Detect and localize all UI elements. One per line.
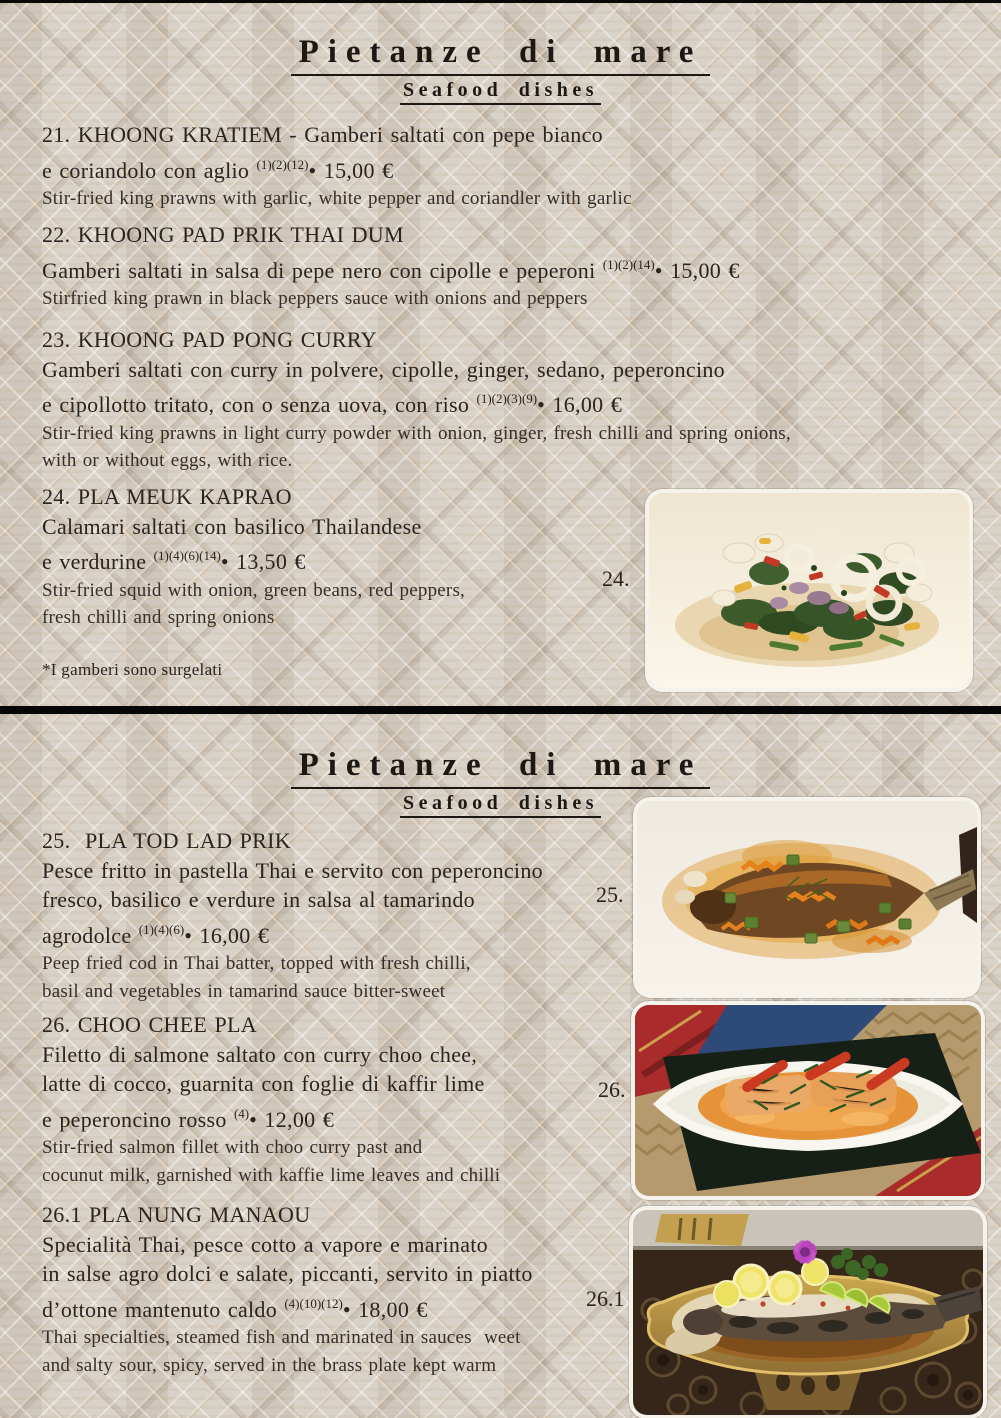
item-23-allergen-codes: (1)(2)(3)(9) xyxy=(476,391,538,406)
page-2-title: Pietanze di mare xyxy=(291,747,711,789)
item-25-description-line-1: Pesce fritto in pastella Thai e servito con peperoncino xyxy=(42,857,543,883)
item-25-price: • 16,00 € xyxy=(184,922,270,948)
dish-photo-26-1-steamed-fish-brass-plate xyxy=(629,1206,987,1418)
item-24-price: • 13,50 € xyxy=(220,549,306,574)
item-22-description: Gamberi saltati in salsa di pepe nero con cipolle e peperoni xyxy=(42,257,603,283)
photo-ref-26-1: 26.1 xyxy=(586,1286,625,1311)
item-25-english-line-1: Peep fried cod in Thai batter, topped with fresh chilli, xyxy=(42,953,471,974)
item-26-1-title-line: 26.1 PLA NUNG MANAOU xyxy=(42,1202,311,1227)
item-26-1-description-line-1: Specialità Thai, pesce cotto a vapore e marinato xyxy=(42,1231,488,1257)
item-21-price-line xyxy=(42,150,632,186)
page-divider xyxy=(0,706,1001,714)
item-26-1-price: • 18,00 € xyxy=(342,1296,428,1322)
item-23-description-line-2: e cipollotto tritato, con o senza uova, con riso xyxy=(42,392,477,417)
menu-item-26-1 xyxy=(42,1200,533,1379)
item-25-title-line: 25. PLA TOD LAD PRIK xyxy=(42,828,291,853)
item-26-description-line-2: latte di cocco, guarnita con foglie di kaffir lime xyxy=(42,1071,485,1096)
item-21-price: • 15,00 € xyxy=(308,157,394,183)
item-23-english-line-2: with or without eggs, with rice. xyxy=(42,450,293,471)
item-25-english-line-2: basil and vegetables in tamarind sauce bitter-sweet xyxy=(42,980,446,1002)
item-26-english-line-1: Stir-fried salmon fillet with choo curry past and xyxy=(42,1137,423,1158)
menu-item-23 xyxy=(42,325,791,475)
item-25-description-line-2: fresco, basilico e verdure in salsa al tamarindo xyxy=(42,887,475,912)
item-26-allergen-codes: (4) xyxy=(233,1105,250,1121)
item-24-allergen-codes: (1)(4)(6)(14) xyxy=(153,548,221,563)
item-26-1-description-line-2: in salse agro dolci e salate, piccanti, servito in piatto xyxy=(42,1261,533,1286)
item-21-allergen-codes: (1)(2)(12) xyxy=(256,156,309,172)
top-border xyxy=(0,0,1001,3)
item-26-1-english-line-1: Thai specialties, steamed fish and marinated in sauces weet xyxy=(42,1327,521,1348)
dish-photo-24-stir-fried-squid xyxy=(645,489,973,692)
item-23-description-line-1: Gamberi saltati con curry in polvere, cipolle, ginger, sedano, peperoncino xyxy=(42,356,725,382)
item-23-price: • 16,00 € xyxy=(537,392,623,417)
dish-photo-26-salmon-curry xyxy=(631,1001,985,1200)
item-26-title-line: 26. CHOO CHEE PLA xyxy=(42,1012,257,1037)
page-2-subtitle: Seafood dishes xyxy=(400,792,601,818)
menu-item-25 xyxy=(42,826,543,1005)
photo-ref-24: 24. xyxy=(602,566,630,591)
item-26-description-line-1: Filetto di salmone saltato con curry choo chee, xyxy=(42,1041,478,1067)
item-26-price: • 12,00 € xyxy=(249,1106,335,1132)
item-22-english-line: Stirfried king prawn in black peppers sauce with onions and peppers xyxy=(42,288,588,309)
item-24-title-line: 24. PLA MEUK KAPRAO xyxy=(42,484,292,509)
item-22-title-line: 22. KHOONG PAD PRIK THAI DUM xyxy=(42,222,404,247)
photo-ref-25: 25. xyxy=(596,882,624,907)
item-21-description: e coriandolo con aglio xyxy=(42,157,257,183)
page-subtitle: Seafood dishes xyxy=(400,79,601,105)
frozen-prawns-footnote: *I gamberi sono surgelati xyxy=(42,660,223,679)
menu-item-24 xyxy=(42,482,465,632)
item-26-description-line-3: e peperoncino rosso xyxy=(42,1106,234,1132)
item-26-1-english-line-2: and salty sour, spicy, served in the brass plate kept warm xyxy=(42,1354,497,1376)
item-22-price: • 15,00 € xyxy=(654,257,740,283)
item-22-price-line xyxy=(42,250,740,286)
section-1-header xyxy=(0,34,1001,105)
item-24-description-line-2: e verdurine xyxy=(42,549,154,574)
item-24-price-line xyxy=(42,541,465,577)
item-23-price-line xyxy=(42,384,791,420)
item-23-title-line: 23. KHOONG PAD PONG CURRY xyxy=(42,327,377,352)
item-23-english-line-1: Stir-fried king prawns in light curry powder with onion, ginger, fresh chilli and spring onions, xyxy=(42,422,791,444)
menu-item-26 xyxy=(42,1010,500,1189)
item-26-english-line-2: cocunut milk, garnished with kaffie lime leaves and chilli xyxy=(42,1164,501,1186)
menu-item-21 xyxy=(42,120,632,213)
menu-item-22 xyxy=(42,220,740,313)
item-26-1-price-line xyxy=(42,1289,533,1325)
item-21-title-line: 21. KHOONG KRATIEM - Gamberi saltati con pepe bianco xyxy=(42,122,603,147)
page-title: Pietanze di mare xyxy=(291,34,711,76)
item-26-price-line xyxy=(42,1099,500,1135)
item-26-1-allergen-codes: (4)(10)(12) xyxy=(284,1295,343,1311)
photo-ref-26: 26. xyxy=(598,1077,626,1102)
item-24-english-line-1: Stir-fried squid with onion, green beans, red peppers, xyxy=(42,579,465,601)
dish-photo-25-fried-fish xyxy=(633,797,981,998)
item-25-allergen-codes: (1)(4)(6) xyxy=(138,921,185,937)
item-22-allergen-codes: (1)(2)(14) xyxy=(602,256,655,272)
item-24-description-line-1: Calamari saltati con basilico Thailandese xyxy=(42,513,422,539)
item-24-english-line-2: fresh chilli and spring onions xyxy=(42,607,275,628)
item-21-english-line: Stir-fried king prawns with garlic, white pepper and coriandler with garlic xyxy=(42,188,632,209)
item-25-description-line-3: agrodolce xyxy=(42,922,139,948)
item-25-price-line xyxy=(42,915,543,951)
item-26-1-description-line-3: d’ottone mantenuto caldo xyxy=(42,1296,285,1322)
